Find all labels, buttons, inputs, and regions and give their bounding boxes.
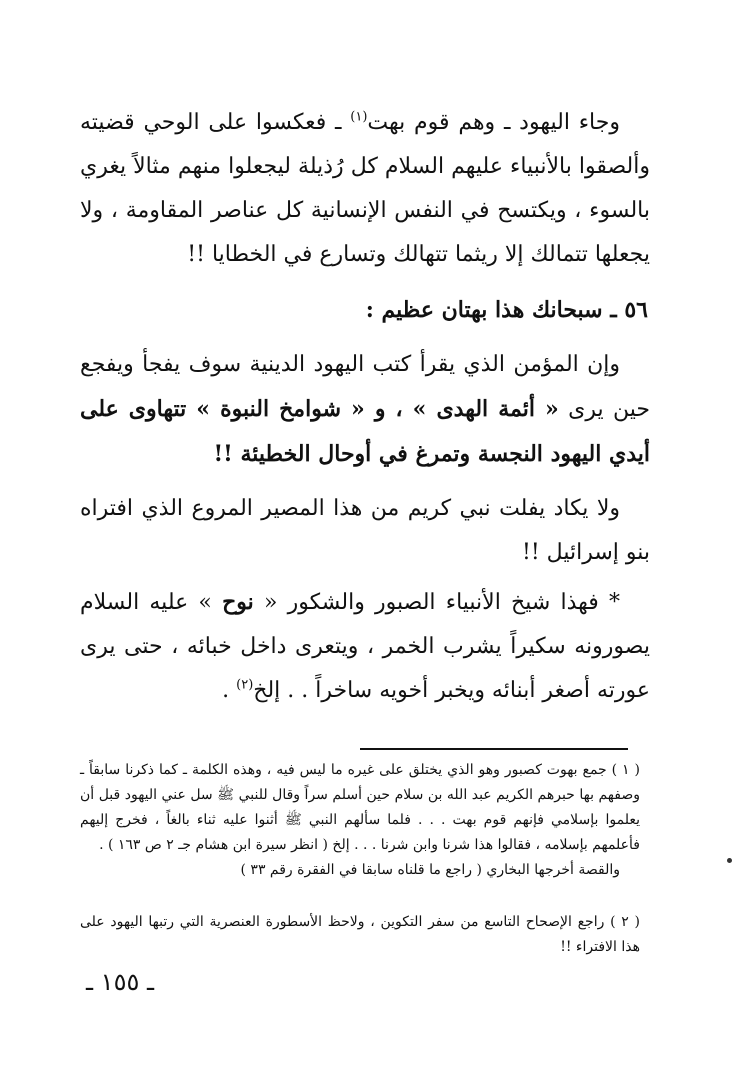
footnote-ref-2: (٢) — [236, 677, 254, 693]
paragraph-4-text-b: » عليه السلام يصورونه سكيراً يشرب الخمر ، ويتعرى داخل خبائه ، حتى يرى عورته أصغر أبنائه ويخبر أخويه ساخراً . . إلخ — [80, 590, 650, 703]
footnote-1-text: ( ١ ) جمع بهوت كصبور وهو الذي يختلق على غيره ما ليس فيه ، وهذه الكلمة ـ كما ذكرنا سابقاً ـ وصفهم بها حبرهم الكريم عبد الله بن سلام حين أسلم سراً وقال للنبي ﷺ سل عني اليهود قبل أن يعلموا بإسلامي فإنهم قوم بهت . . . فلما سألهم النبي ﷺ أثنوا عليه ثناء بالغاً ، فخرج إليهم فأعلمهم بإسلامه ، فقالوا هذا شرنا وابن شرنا . . . إلخ ( انظر سيرة ابن هشام جـ ٢ ص ١٦٣ ) . — [80, 762, 640, 853]
paragraph-4-end: . — [222, 678, 237, 703]
paragraph-4 — [80, 580, 650, 713]
footnote-1 — [80, 758, 640, 883]
section-heading: ٥٦ ـ سبحانك هذا بهتان عظيم : — [365, 297, 648, 323]
paragraph-3 — [80, 487, 650, 575]
paragraph-1 — [80, 101, 650, 277]
paragraph-2 — [80, 343, 650, 477]
footnote-2-text: ( ٢ ) راجع الإصحاح التاسع من سفر التكوين ، ولاحظ الأسطورة العنصرية التي رتبها اليهود على هذا الافتراء !! — [80, 914, 641, 955]
star-marker: * — [609, 590, 620, 615]
footnote-1-extra: والقصة أخرجها البخاري ( راجع ما قلناه سابقا في الفقرة رقم ٣٣ ) — [240, 862, 620, 878]
paragraph-2-emphasis: « أئمة الهدى » ، و « شوامخ النبوة » تتهاوى على أيدي اليهود النجسة وتمرغ في أوحال الخطيئة !! — [80, 396, 650, 467]
footnote-separator — [360, 748, 628, 750]
paragraph-3-text: ولا يكاد يفلت نبي كريم من هذا المصير المروع الذي افتراه بنو إسرائيل !! — [80, 496, 650, 565]
paragraph-1-text-a: وجاء اليهود ـ وهم قوم بهت — [367, 110, 620, 135]
prophet-name: نوح — [222, 589, 254, 615]
footnote-2 — [80, 910, 640, 960]
paragraph-2-intro: وإن المؤمن الذي يقرأ كتب اليهود الدينية سوف يفجأ ويفجع حين يرى — [80, 352, 651, 422]
paragraph-1-text-b: ـ فعكسوا على الوحي قضيته وألصقوا بالأنبياء عليهم السلام كل رُذيلة ليجعلوا منهم مثالاً يغري بالسوء ، ويكتسح في النفس الإنسانية كل عناصر المقاومة ، ولا يجعلها تتمالك إلا ريثما تتهالك وتسارع في الخطايا !! — [80, 110, 650, 267]
scan-edge-mark — [727, 858, 732, 863]
page-number: ـ ١٥٥ ـ — [86, 968, 155, 996]
paragraph-4-text-a: فهذا شيخ الأنبياء الصبور والشكور « — [253, 590, 609, 615]
footnote-ref-1: (١) — [350, 109, 368, 125]
